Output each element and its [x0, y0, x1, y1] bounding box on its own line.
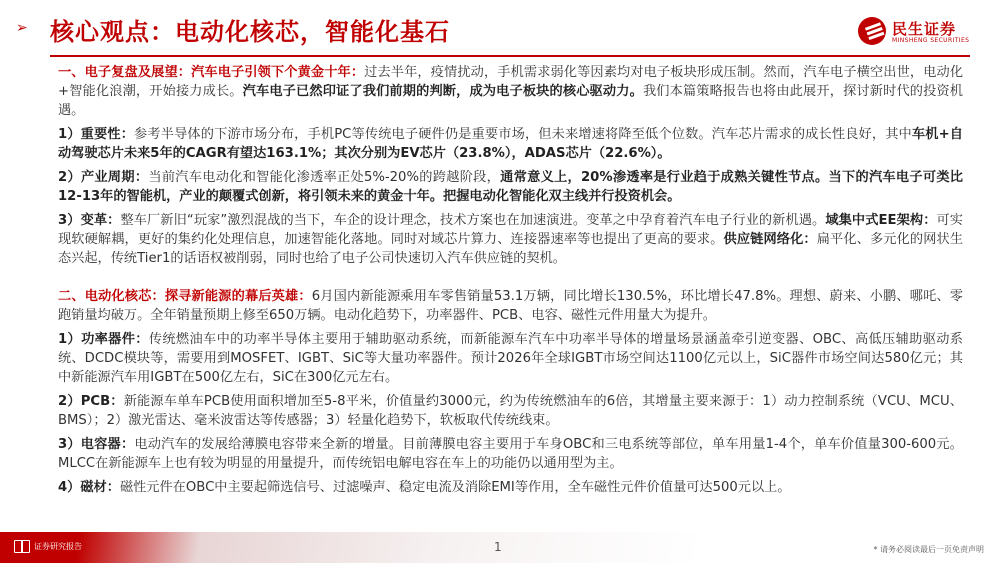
paragraph-power-devices	[58, 330, 963, 387]
paragraph-industry-cycle	[58, 168, 963, 206]
paragraph-importance	[58, 125, 963, 163]
bold-text: 车机+自动驾驶芯片未来5年的CAGR有望达163.1%；其次分别为EV芯片（23.8%），ADAS芯片（22.6%）。	[58, 127, 963, 161]
paragraph-pcb	[58, 392, 963, 430]
text: 传统燃油车中的功率半导体主要用于辅助驱动系统，而新能源车汽车中功率半导体的增量场景涵盖牵引逆变器、OBC、高低压辅助驱动系统、DCDC模块等，需要用到MOSFET、IGBT、SiC等大量功率器件。预计2026年全球IGBT市场空间达1100亿元以上，SiC器件市场空间达580亿元；其中新能源汽车用IGBT在500亿左右，SiC在300亿元左右。	[58, 332, 963, 385]
bold-text: 供应链网络化：	[723, 232, 817, 247]
section-gap	[58, 273, 963, 287]
text: 当前汽车电动化和智能化渗透率正处5%-20%的跨越阶段，	[148, 170, 501, 185]
text: 可实现软硬解耦，更好的集约化处理信息，加速智能化落地。同时对域芯片算力、连接器速率等也提出了更高的要求。	[58, 213, 963, 247]
title-divider	[50, 55, 970, 57]
point-label: 1）重要性：	[58, 127, 135, 142]
title-bullet-icon: ➢	[16, 20, 28, 36]
text: 整车厂新旧“玩家”激烈混战的当下，车企的设计理念，技术方案也在加速演进。变革之中孕育着汽车电子行业的新机遇。	[120, 213, 826, 228]
point-label: 3）变革：	[58, 213, 121, 228]
footer-label: 证券研究报告	[34, 542, 82, 551]
paragraph-capacitors	[58, 435, 963, 473]
company-logo	[858, 17, 988, 53]
text: 电动汽车的发展给薄膜电容带来全新的增量。目前薄膜电容主要用于车身OBC和三电系统等部位，单车用量1-4个，单车价值量300-600元。MLCC在新能源车上也有较为明显的用量提升，而传统铝电解电容在车上的功能仍以通用型为主。	[58, 437, 963, 471]
text: 新能源车单车PCB使用面积增加至5-8平米，价值量约3000元，约为传统燃油车的6倍，其增量主要来源于：1）动力控制系统（VCU、MCU、BMS）；2）激光雷达、毫米波雷达等传感器；3）轻量化趋势下，软板取代传统线束。	[58, 394, 963, 428]
text: 扁平化、多元化的网状生态兴起，传统Tier1的话语权被削弱，同时也给了电子公司快速切入汽车供应链的契机。	[58, 232, 964, 266]
logo-text-en: MINSHENG SECURITIES	[892, 37, 970, 44]
paragraph-electrification	[58, 287, 963, 325]
point-label: 2）PCB：	[58, 394, 124, 409]
text: 我们本篇策略报告也将由此展开，探讨新时代的投资机遇。	[58, 84, 963, 118]
bold-text: 汽车电子已然印证了我们前期的判断，成为电子板块的核心驱动力。	[242, 84, 643, 99]
page-header	[0, 0, 1000, 50]
logo-mark-icon	[858, 17, 886, 45]
paragraph-transformation	[58, 211, 963, 268]
section-heading-1: 一、电子复盘及展望：汽车电子引领下个黄金十年：	[58, 65, 365, 80]
point-label: 3）电容器：	[58, 437, 135, 452]
text: 参考半导体的下游市场分布，手机PC等传统电子硬件仍是重要市场，但未来增速将降至低个位数。汽车芯片需求的成长性良好，其中	[134, 127, 912, 142]
disclaimer-note: * 请务必阅读最后一页免责声明	[873, 545, 984, 554]
section-heading-2: 二、电动化核芯：探寻新能源的幕后英雄：	[58, 289, 312, 304]
point-label: 1）功率器件：	[58, 332, 149, 347]
text: 6月国内新能源乘用车零售销量53.1万辆，同比增长130.5%，环比增长47.8%。理想、蔚来、小鹏、哪吒、零跑销量均破万。全年销量预期上修至650万辆。电动化趋势下，功率器件、PCB、电容、磁性元件用量大为提升。	[58, 289, 963, 323]
page-title: 核心观点：电动化核芯，智能化基石	[50, 18, 450, 46]
point-label: 2）产业周期：	[58, 170, 149, 185]
point-label: 4）磁材：	[58, 480, 120, 495]
text: 磁性元件在OBC中主要起筛选信号、过滤噪声、稳定电流及消除EMI等作用，全车磁性元件价值量可达500元以上。	[119, 480, 791, 495]
bold-text: 通常意义上，20%渗透率是行业趋于成熟关键性节点。当下的汽车电子可类比12-13年的智能机，产业的颠覆式创新，将引领未来的黄金十年。把握电动化智能化双主线并行投资机会。	[58, 170, 963, 204]
page-number: 1	[494, 540, 502, 554]
book-icon	[14, 540, 30, 553]
report-body	[58, 63, 963, 502]
paragraph-electronics-outlook	[58, 63, 963, 120]
page-footer	[0, 524, 1000, 563]
text: 过去半年，疫情扰动，手机需求弱化等因素均对电子板块形成压制。然而，汽车电子横空出世，电动化+智能化浪潮，开始接力成长。	[58, 65, 964, 99]
logo-text-cn: 民生证券	[892, 20, 957, 38]
paragraph-magnetics	[58, 478, 963, 497]
bold-text: 域集中式EE架构：	[825, 213, 937, 228]
